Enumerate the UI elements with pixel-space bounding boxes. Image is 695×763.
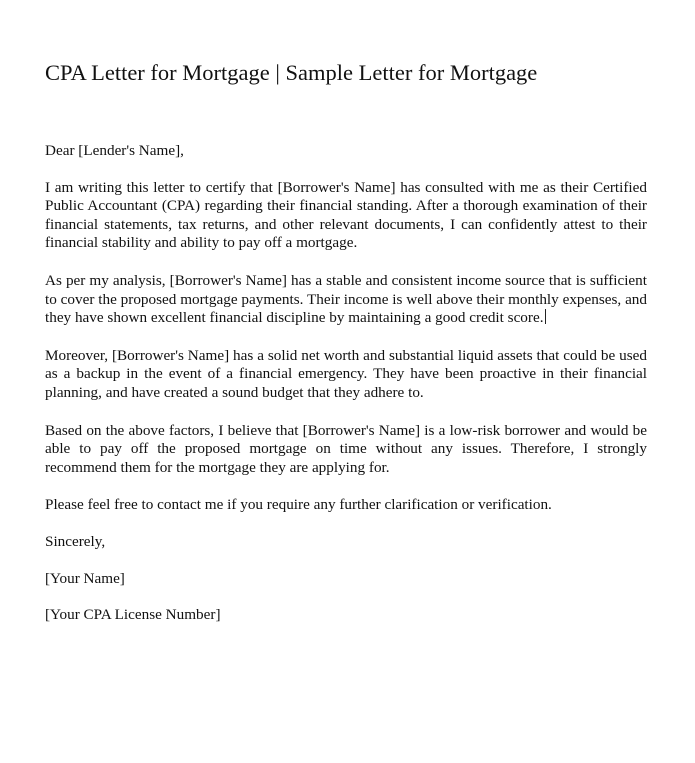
- page-title: CPA Letter for Mortgage | Sample Letter for Mortgage: [45, 60, 538, 85]
- paragraph-net-worth: Moreover, [Borrower's Name] has a solid net worth and substantial liquid assets that could be used as a backup in the event of a financial emergency. They have been proactive in their financial planning, and have created a sound budget that they adhere to.: [45, 346, 647, 401]
- paragraph-income-analysis: [45, 272, 647, 328]
- salutation: Dear [Lender's Name],: [45, 142, 184, 159]
- letter-body: [45, 142, 647, 643]
- paragraph-certification: I am writing this letter to certify that [Borrower's Name] has consulted with me as their Certified Public Accountant (CPA) regarding their financial standing. After a thorough examination of their financial statements, tax returns, and other relevant documents, I can confidently attest to their financial stability and ability to pay off a mortgage.: [45, 178, 647, 252]
- closing: Sincerely,: [45, 532, 106, 550]
- signature-name: [Your Name]: [45, 569, 125, 587]
- paragraph-recommendation: Based on the above factors, I believe that [Borrower's Name] is a low-risk borrower and would be able to pay off the proposed mortgage on time without any issues. Therefore, I strongly recommend them for the mortgage they are applying for.: [45, 421, 647, 476]
- paragraph-income-analysis-text: As per my analysis, [Borrower's Name] has a stable and consistent income source that is sufficient to cover the proposed mortgage payments. Their income is well above their monthly expenses, and they have shown excellent financial discipline by maintaining a good credit score.: [45, 271, 647, 327]
- text-cursor: [545, 309, 546, 324]
- paragraph-contact: Please feel free to contact me if you require any further clarification or verification.: [45, 496, 552, 514]
- signature-license: [Your CPA License Number]: [45, 606, 221, 624]
